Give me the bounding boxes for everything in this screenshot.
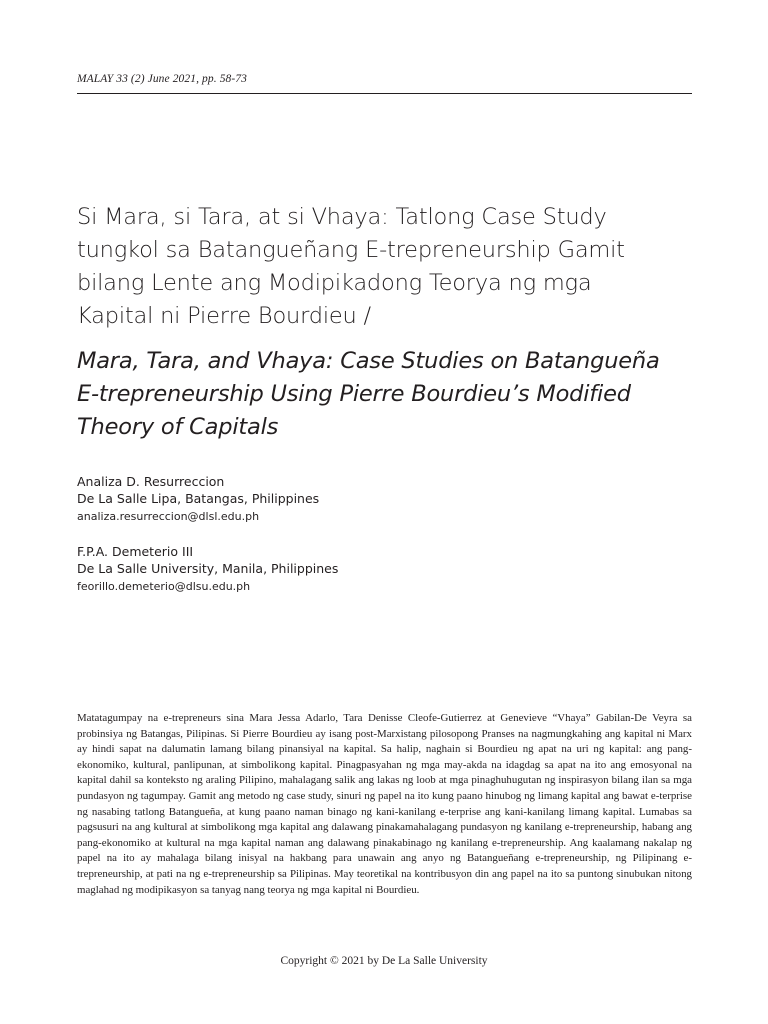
author-block xyxy=(77,473,319,526)
author-email[interactable]: feorillo.demeterio@dlsu.edu.ph xyxy=(77,580,251,593)
author-affiliation: De La Salle Lipa, Batangas, Philippines xyxy=(77,491,320,506)
title-english-line: Mara, Tara, and Vhaya: Case Studies on Batangueña xyxy=(77,348,660,374)
title-filipino-line: Si Mara, si Tara, at si Vhaya: Tatlong Case Study xyxy=(77,204,607,230)
title-english xyxy=(77,345,697,444)
author-name: Analiza D. Resurreccion xyxy=(77,474,225,489)
copyright-notice: Copyright © 2021 by De La Salle University xyxy=(280,955,488,967)
running-head: MALAY 33 (2) June 2021, pp. 58-73 xyxy=(77,73,248,85)
header-rule xyxy=(77,93,692,94)
title-filipino-line: bilang Lente ang Modipikadong Teorya ng mga xyxy=(77,270,592,296)
title-filipino xyxy=(77,201,697,333)
title-english-line: E-trepreneurship Using Pierre Bourdieu’s Modified xyxy=(77,381,631,407)
author-affiliation: De La Salle University, Manila, Philippines xyxy=(77,561,339,576)
title-english-line: Theory of Capitals xyxy=(77,414,279,440)
abstract: Matatagumpay na e-trepreneurs sina Mara Jessa Adarlo, Tara Denisse Cleofe-Gutierrez at Genevieve “Vhaya” Gabilan-De Veyra sa probinsiya ng Batangas, Pilipinas. Si Pierre Bourdieu ay isang post-Marxistang pilosopong Pranses na nagmungkahing ang kapital ni Marx ay hindi sapat na dalumatin lamang bilang pinansiyal na kapital. Sa halip, naghain si Bourdieu ng apat na uri ng kapital: ang pang-ekonomiko, kultural, panlipunan, at simbolikong kapital. Pinagpasyahan ng mga may-akda na idagdag sa apat na ito ang emosyonal na kapital dahil sa konteksto ng araling Pilipino, mahalagang salik ang lakas ng loob at mga pinaghuhugutan ng inspirasyon bilang ilan sa mga pundasyon ng tagumpay. Gamit ang metodo ng case study, sinuri ng papel na ito kung paano hinubog ng limang kapital ang bawat e-terprise ng nasabing tatlong Batangueña, at kung paano naman binago ng kani-kanilang e-terprise ang kani-kanilang limang kapital. Lumabas sa pagsusuri na ang kultural at simbolikong mga kapital ang dalawang pinakamahalagang pundasyon ng kanilang e-trepreneurship, habang ang pang-ekonomiko at kultural na mga kapital naman ang dalawang pinakabinago ng kanilang e-trepreneurship. Ang kaalamang nakalap ng papel na ito ay mahalaga bilang inisyal na hakbang para unawain ang anyo ng Batangueñang e-trepreneurship, ng Pilipinang e-trepreneurship, at pati na ng e-trepreneurship sa Pilipinas. May teoretikal na kontribusyon din ang papel na ito sa puntong sinubukan nitong maglahad ng modipikasyon sa tanyag nang teorya ng mga kapital ni Bourdieu. xyxy=(77,712,692,896)
author-email[interactable]: analiza.resurreccion@dlsl.edu.ph xyxy=(77,510,260,523)
title-filipino-line: tungkol sa Batangueñang E-trepreneurship Gamit xyxy=(77,237,625,263)
author-block xyxy=(77,543,338,596)
title-filipino-line: Kapital ni Pierre Bourdieu / xyxy=(77,303,371,329)
author-name: F.P.A. Demeterio III xyxy=(77,544,194,559)
